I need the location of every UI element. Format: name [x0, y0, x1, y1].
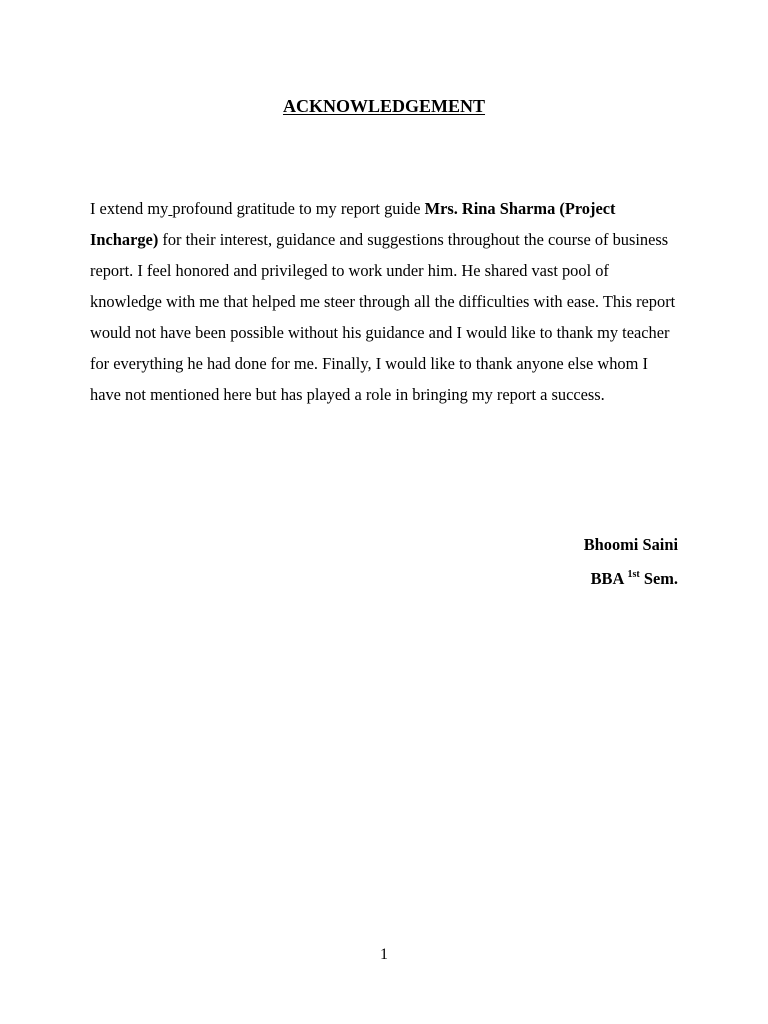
class-suffix: Sem.: [639, 569, 678, 588]
signature-class: [591, 567, 678, 591]
class-superscript: 1st: [627, 569, 640, 580]
page-title: ACKNOWLEDGEMENT: [282, 96, 486, 116]
class-prefix: BBA: [590, 569, 628, 588]
paragraph-text-start: I extend my: [90, 199, 169, 218]
paragraph-text-lead: profound gratitude to my report guide: [172, 199, 425, 218]
page-number: 1: [380, 946, 388, 963]
paragraph-text-body: for their interest, guidance and suggestions throughout the course of business report. I feel honored and privileged to work under him. He shared vast pool of knowledge with me that helped me steer through all the difficulties with ease. This report would not have been possible without his guidance and I would like to thank my teacher for everything he had done for me. Finally, I would like to thank anyone else whom I have not mentioned here but has played a role in bringing my report a success.: [90, 230, 676, 404]
signature-name: Bhoomi Saini: [583, 535, 678, 554]
acknowledgement-paragraph: [90, 193, 680, 410]
guide-name: Mrs. Rina Sharma (Project Incharge): [90, 199, 616, 249]
